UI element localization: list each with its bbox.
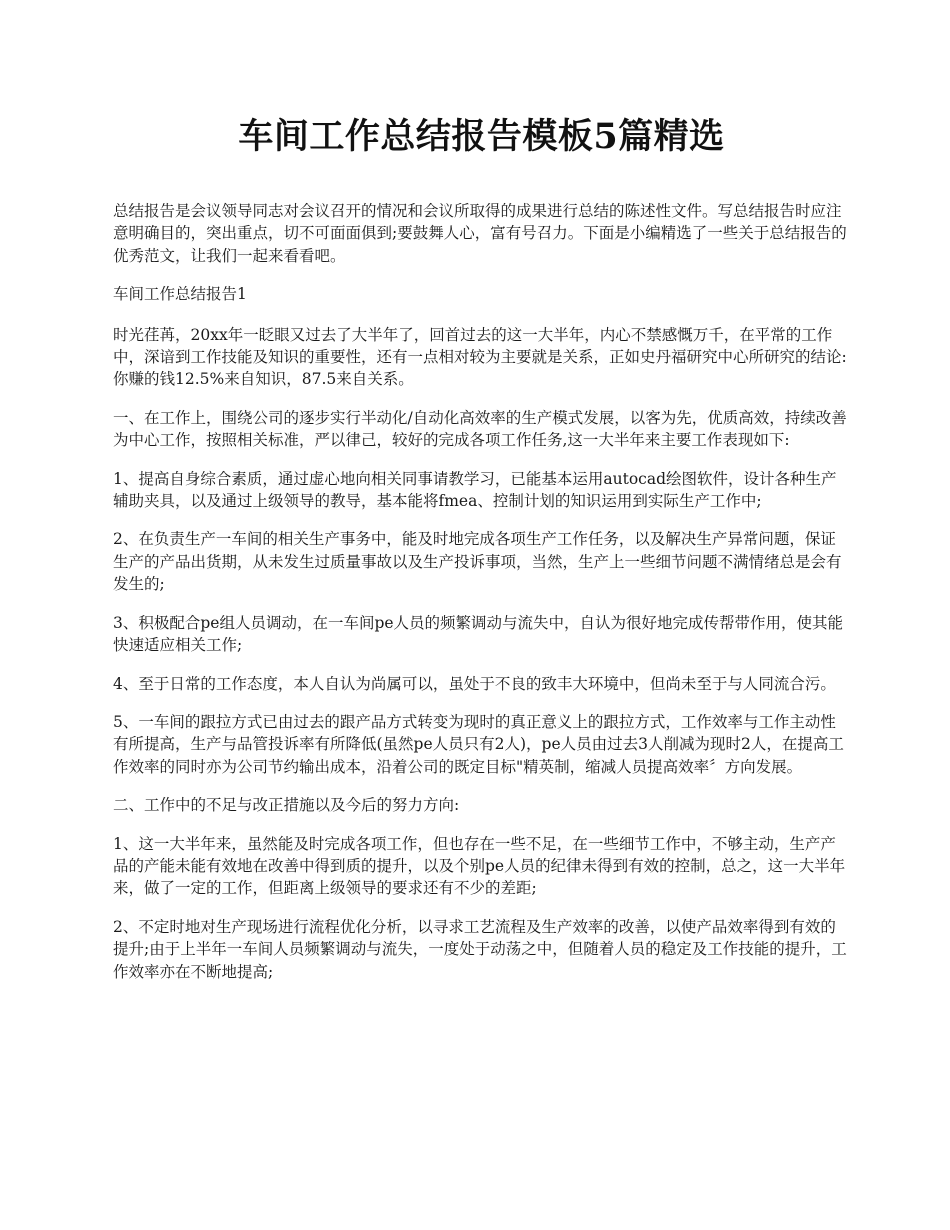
- body-paragraph: 1、这一大半年来，虽然能及时完成各项工作，但也存在一些不足，在一些细节工作中，不够主动，生产产品的产能未能有效地在改善中得到质的提升，以及个别pe人员的纪律未得到有效的控制，总之，这一大半年来，做了一定的工作，但距离上级领导的要求还有不少的差距;: [113, 834, 846, 898]
- body-paragraph: 时光荏苒，20xx年一眨眼又过去了大半年了，回首过去的这一大半年，内心不禁感慨万千，在平常的工作中，深谙到工作技能及知识的重要性，还有一点相对较为主要就是关系，正如史丹福研究中心所研究的结论:你赚的钱12.5%来自知识，87.5来自关系。: [113, 325, 847, 389]
- body-paragraph: 1、提高自身综合素质，通过虚心地向相关同事请教学习，已能基本运用autocad绘图软件，设计各种生产辅助夹具，以及通过上级领导的教导，基本能将fmea、控制计划的知识运用到实际生产工作中;: [113, 469, 837, 511]
- document-title: 车间工作总结报告模板5篇精选: [238, 116, 725, 157]
- section-heading-shortcomings: 二、工作中的不足与改正措施以及今后的努力方向:: [113, 796, 460, 815]
- body-paragraph: 4、至于日常的工作态度，本人自认为尚属可以，虽处于不良的致丰大环境中，但尚未至于与人同流合污。: [113, 674, 836, 693]
- section-heading-report-1: 车间工作总结报告1: [113, 285, 247, 304]
- document-body: [113, 200, 850, 983]
- body-paragraph: 2、不定时地对生产现场进行流程优化分析，以寻求工艺流程及生产效率的改善，以使产品效率得到有效的提升;由于上半年一车间人员频繁调动与流失，一度处于动荡之中，但随着人员的稳定及工作技能的提升，工作效率亦在不断地提高;: [113, 917, 847, 981]
- body-paragraph: 2、在负责生产一车间的相关生产事务中，能及时地完成各项生产工作任务，以及解决生产异常问题，保证生产的产品出货期，从未发生过质量事故以及生产投诉事项，当然，生产上一些细节问题不满情绪总是会有发生的;: [113, 530, 842, 594]
- body-paragraph: 一、在工作上，围绕公司的逐步实行半动化/自动化高效率的生产模式发展，以客为先，优质高效，持续改善为中心工作，按照相关标准，严以律己，较好的完成各项工作任务,这一大半年来主要工作表现如下:: [113, 408, 847, 450]
- body-paragraph: 3、积极配合pe组人员调动，在一车间pe人员的频繁调动与流失中，自认为很好地完成传帮带作用，使其能快速适应相关工作;: [113, 613, 844, 655]
- body-paragraph: 5、一车间的跟拉方式已由过去的跟产品方式转变为现时的真正意义上的跟拉方式，工作效率与工作主动性有所提高，生产与品管投诉率有所降低(虽然pe人员只有2人)，pe人员由过去3人削减为现时2人，在提高工作效率的同时亦为公司节约输出成本，沿着公司的既定目标"精英制，缩减人员提高效率〞方向发展。: [113, 712, 844, 776]
- intro-paragraph: 总结报告是会议领导同志对会议召开的情况和会议所取得的成果进行总结的陈述性文件。写总结报告时应注意明确目的，突出重点，切不可面面俱到;要鼓舞人心，富有号召力。下面是小编精选了一些关于总结报告的优秀范文，让我们一起来看看吧。: [113, 202, 847, 265]
